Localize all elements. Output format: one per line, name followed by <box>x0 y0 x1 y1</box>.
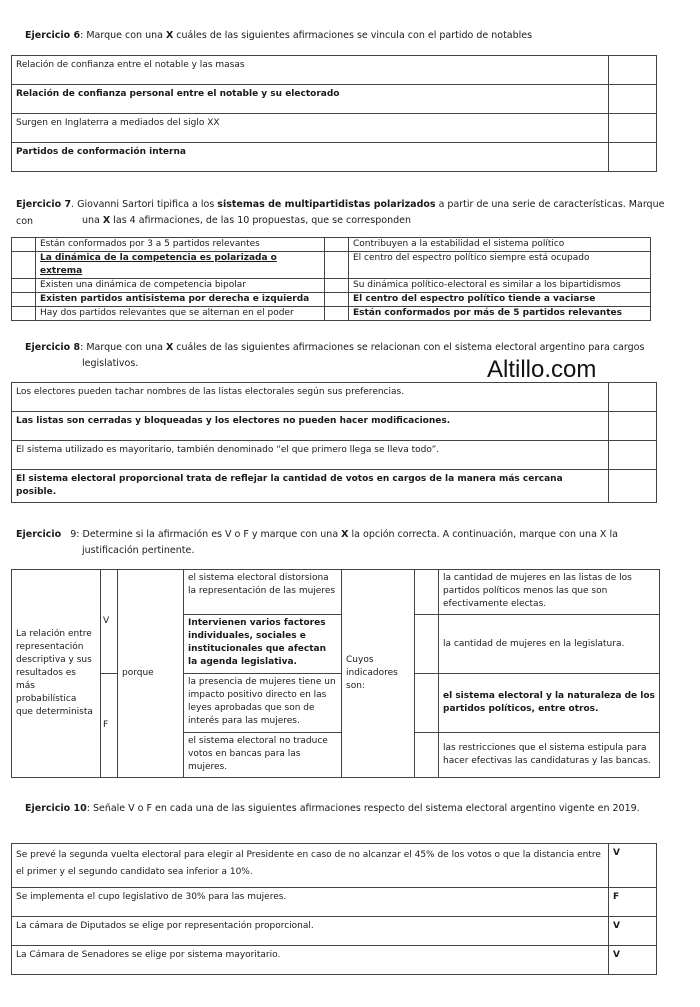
ex7-right-option: El centro del espectro político siempre está ocupado <box>349 252 651 279</box>
ex7-answer-box[interactable] <box>325 238 349 252</box>
ex8-title-line2: legislativos. <box>82 358 139 369</box>
ex8-row-text: El sistema electoral proporcional trata de reflejar la cantidad de votos en cargos de la manera más cercana posible. <box>12 470 609 503</box>
ex7-title-line2 <box>82 212 411 229</box>
table-row <box>12 917 657 946</box>
ex7-left-option: Existen partidos antisistema por derecha e izquierda <box>36 293 325 307</box>
ex10-title-text: : Señale V o F en cada una de las siguientes afirmaciones respecto del sistema electoral argentino vigente en 2019. <box>86 803 640 814</box>
table-row <box>12 946 657 975</box>
ex8-title <box>25 339 665 356</box>
ex6-title <box>25 27 532 44</box>
ex9-title-line2: justificación pertinente. <box>82 545 195 556</box>
ex9-cuyos: Cuyos indicadores son: <box>342 570 415 778</box>
ex9-reason[interactable]: la presencia de mujeres tiene un impacto positivo directo en las leyes aprobadas que son de interés para las mujeres. <box>184 674 342 733</box>
table-row <box>12 56 657 85</box>
ex9-title <box>16 526 666 543</box>
ex6-row-text: Partidos de conformación interna <box>12 143 609 172</box>
table-row <box>12 888 657 917</box>
ex7-title-text2: a partir de una serie de características. Marque con <box>16 199 665 227</box>
ex7-right-option: El centro del espectro político tiende a vaciarse <box>349 293 651 307</box>
table-row <box>12 279 651 293</box>
ex7-left-option: Hay dos partidos relevantes que se alternan en el poder <box>36 307 325 321</box>
ex7-line2-pre: una <box>82 215 103 226</box>
ex10-row-text: Se prevé la segunda vuelta electoral para elegir al Presidente en caso de no alcanzar el 45% de los votos o que la distancia entre el primer y el segundo candidato sea inferior a 10%. <box>12 844 609 888</box>
ex8-title-text2: cuáles de las siguientes afirmaciones se relacionan con el sistema electoral argentino para cargos <box>173 342 645 353</box>
ex6-title-text1: : Marque con una <box>80 30 166 41</box>
ex10-table <box>11 843 657 975</box>
ex9-reason[interactable]: Intervienen varios factores individuales, sociales e institucionales que afectan la agenda legislativa. <box>184 615 342 674</box>
ex7-right-option: Están conformados por más de 5 partidos relevantes <box>349 307 651 321</box>
ex8-table <box>11 382 657 503</box>
ex10-title <box>25 800 640 817</box>
table-row <box>12 674 660 733</box>
ex10-answer[interactable]: F <box>609 888 657 917</box>
ex7-answer-box[interactable] <box>325 279 349 293</box>
table-row <box>12 383 657 412</box>
ex9-indicator-box[interactable] <box>415 615 439 674</box>
ex9-title-num: 9 <box>70 529 77 540</box>
ex6-answer-box[interactable] <box>609 85 657 114</box>
ex8-answer-box[interactable] <box>609 441 657 470</box>
ex9-indicator[interactable]: las restricciones que el sistema estipula para hacer efectivas las candidaturas y las bancas. <box>439 733 660 778</box>
altillo-watermark: Altillo.com <box>487 356 597 383</box>
ex8-title-x: X <box>165 342 174 353</box>
ex9-indicator[interactable]: la cantidad de mujeres en la legislatura. <box>439 615 660 674</box>
ex7-answer-box[interactable] <box>12 238 36 252</box>
table-row <box>12 470 657 503</box>
ex6-title-text2: cuáles de las siguientes afirmaciones se vincula con el partido de notables <box>173 30 533 41</box>
ex10-row-text: La cámara de Diputados se elige por representación proporcional. <box>12 917 609 946</box>
ex7-right-option: Contribuyen a la estabilidad el sistema político <box>349 238 651 252</box>
table-row <box>12 252 651 279</box>
ex9-f-option[interactable] <box>101 674 118 778</box>
ex9-label: Ejercicio <box>16 529 62 540</box>
ex6-answer-box[interactable] <box>609 56 657 85</box>
ex9-title-text2: la opción correcta. A continuación, marque con una X la <box>348 529 618 540</box>
ex6-row-text: Surgen en Inglaterra a mediados del siglo XX <box>12 114 609 143</box>
ex7-answer-box[interactable] <box>12 279 36 293</box>
table-row <box>12 844 657 888</box>
ex8-row-text: El sistema utilizado es mayoritario, también denominado “el que primero llega se lleva todo”. <box>12 441 609 470</box>
ex10-label: Ejercicio 10 <box>25 803 87 814</box>
table-row <box>12 441 657 470</box>
table-row <box>12 114 657 143</box>
ex7-answer-box[interactable] <box>325 307 349 321</box>
ex10-answer[interactable]: V <box>609 844 657 888</box>
ex8-row-text: Los electores pueden tachar nombres de las listas electorales según sus preferencias. <box>12 383 609 412</box>
ex10-row-text: La Cámara de Senadores se elige por sistema mayoritario. <box>12 946 609 975</box>
table-row <box>12 85 657 114</box>
ex9-v-label: V <box>103 616 110 626</box>
ex7-line2-post: las 4 afirmaciones, de las 10 propuestas, que se corresponden <box>110 215 411 226</box>
ex7-right-option: Su dinámica político-electoral es similar a los bipartidismos <box>349 279 651 293</box>
ex9-reason[interactable]: el sistema electoral no traduce votos en bancas para las mujeres. <box>184 733 342 778</box>
ex7-left-option: Existen una dinámica de competencia bipolar <box>36 279 325 293</box>
ex9-statement: La relación entre representación descriptiva y sus resultados es más probabilística que determinista <box>12 570 101 778</box>
ex7-table <box>11 237 651 321</box>
ex8-label: Ejercicio 8 <box>25 342 81 353</box>
ex7-answer-box[interactable] <box>325 252 349 279</box>
ex9-table <box>11 569 660 778</box>
ex9-title-x: X <box>341 529 349 540</box>
table-row <box>12 307 651 321</box>
ex6-row-text: Relación de confianza entre el notable y las masas <box>12 56 609 85</box>
ex8-answer-box[interactable] <box>609 412 657 441</box>
ex8-answer-box[interactable] <box>609 383 657 412</box>
ex9-indicator[interactable]: el sistema electoral y la naturaleza de los partidos políticos, entre otros. <box>439 674 660 733</box>
ex7-left-option: Están conformados por 3 a 5 partidos relevantes <box>36 238 325 252</box>
table-row <box>12 238 651 252</box>
ex7-label: Ejercicio 7 <box>16 199 72 210</box>
ex6-table <box>11 55 657 172</box>
ex9-indicator-box[interactable] <box>415 674 439 733</box>
ex8-row-text: Las listas son cerradas y bloqueadas y los electores no pueden hacer modificaciones. <box>12 412 609 441</box>
ex10-answer[interactable]: V <box>609 917 657 946</box>
ex7-answer-box[interactable] <box>12 307 36 321</box>
ex7-left-option: La dinámica de la competencia es polarizada o extrema <box>36 252 325 279</box>
ex9-indicator-box[interactable] <box>415 733 439 778</box>
ex7-answer-box[interactable] <box>325 293 349 307</box>
ex7-answer-box[interactable] <box>12 252 36 279</box>
ex7-line2-x: X <box>102 215 111 226</box>
ex6-title-x: X <box>165 30 174 41</box>
ex9-porque: porque <box>118 570 184 778</box>
ex9-f-label: F <box>103 720 109 730</box>
ex9-title-text1: : Determine si la afirmación es V o F y marque con una <box>76 529 342 540</box>
ex7-title-bold: sistemas de multipartidistas polarizados <box>217 199 436 210</box>
ex8-title-text1: : Marque con una <box>80 342 166 353</box>
table-row <box>12 143 657 172</box>
ex10-row-text: Se implementa el cupo legislativo de 30% para las mujeres. <box>12 888 609 917</box>
table-row <box>12 293 651 307</box>
ex9-reason[interactable]: el sistema electoral distorsiona la representación de las mujeres <box>184 570 342 615</box>
ex6-answer-box[interactable] <box>609 143 657 172</box>
ex6-row-text: Relación de confianza personal entre el notable y su electorado <box>12 85 609 114</box>
table-row <box>12 412 657 441</box>
table-row <box>12 570 660 615</box>
ex6-label: Ejercicio 6 <box>25 30 81 41</box>
ex7-answer-box[interactable] <box>12 293 36 307</box>
ex9-v-option[interactable] <box>101 570 118 674</box>
ex6-answer-box[interactable] <box>609 114 657 143</box>
ex8-answer-box[interactable] <box>609 470 657 503</box>
ex7-title-text1: . Giovanni Sartori tipifica a los <box>71 199 218 210</box>
ex10-answer[interactable]: V <box>609 946 657 975</box>
ex9-indicator[interactable]: la cantidad de mujeres en las listas de los partidos políticos menos las que son efectivamente electas. <box>439 570 660 615</box>
ex9-indicator-box[interactable] <box>415 570 439 615</box>
